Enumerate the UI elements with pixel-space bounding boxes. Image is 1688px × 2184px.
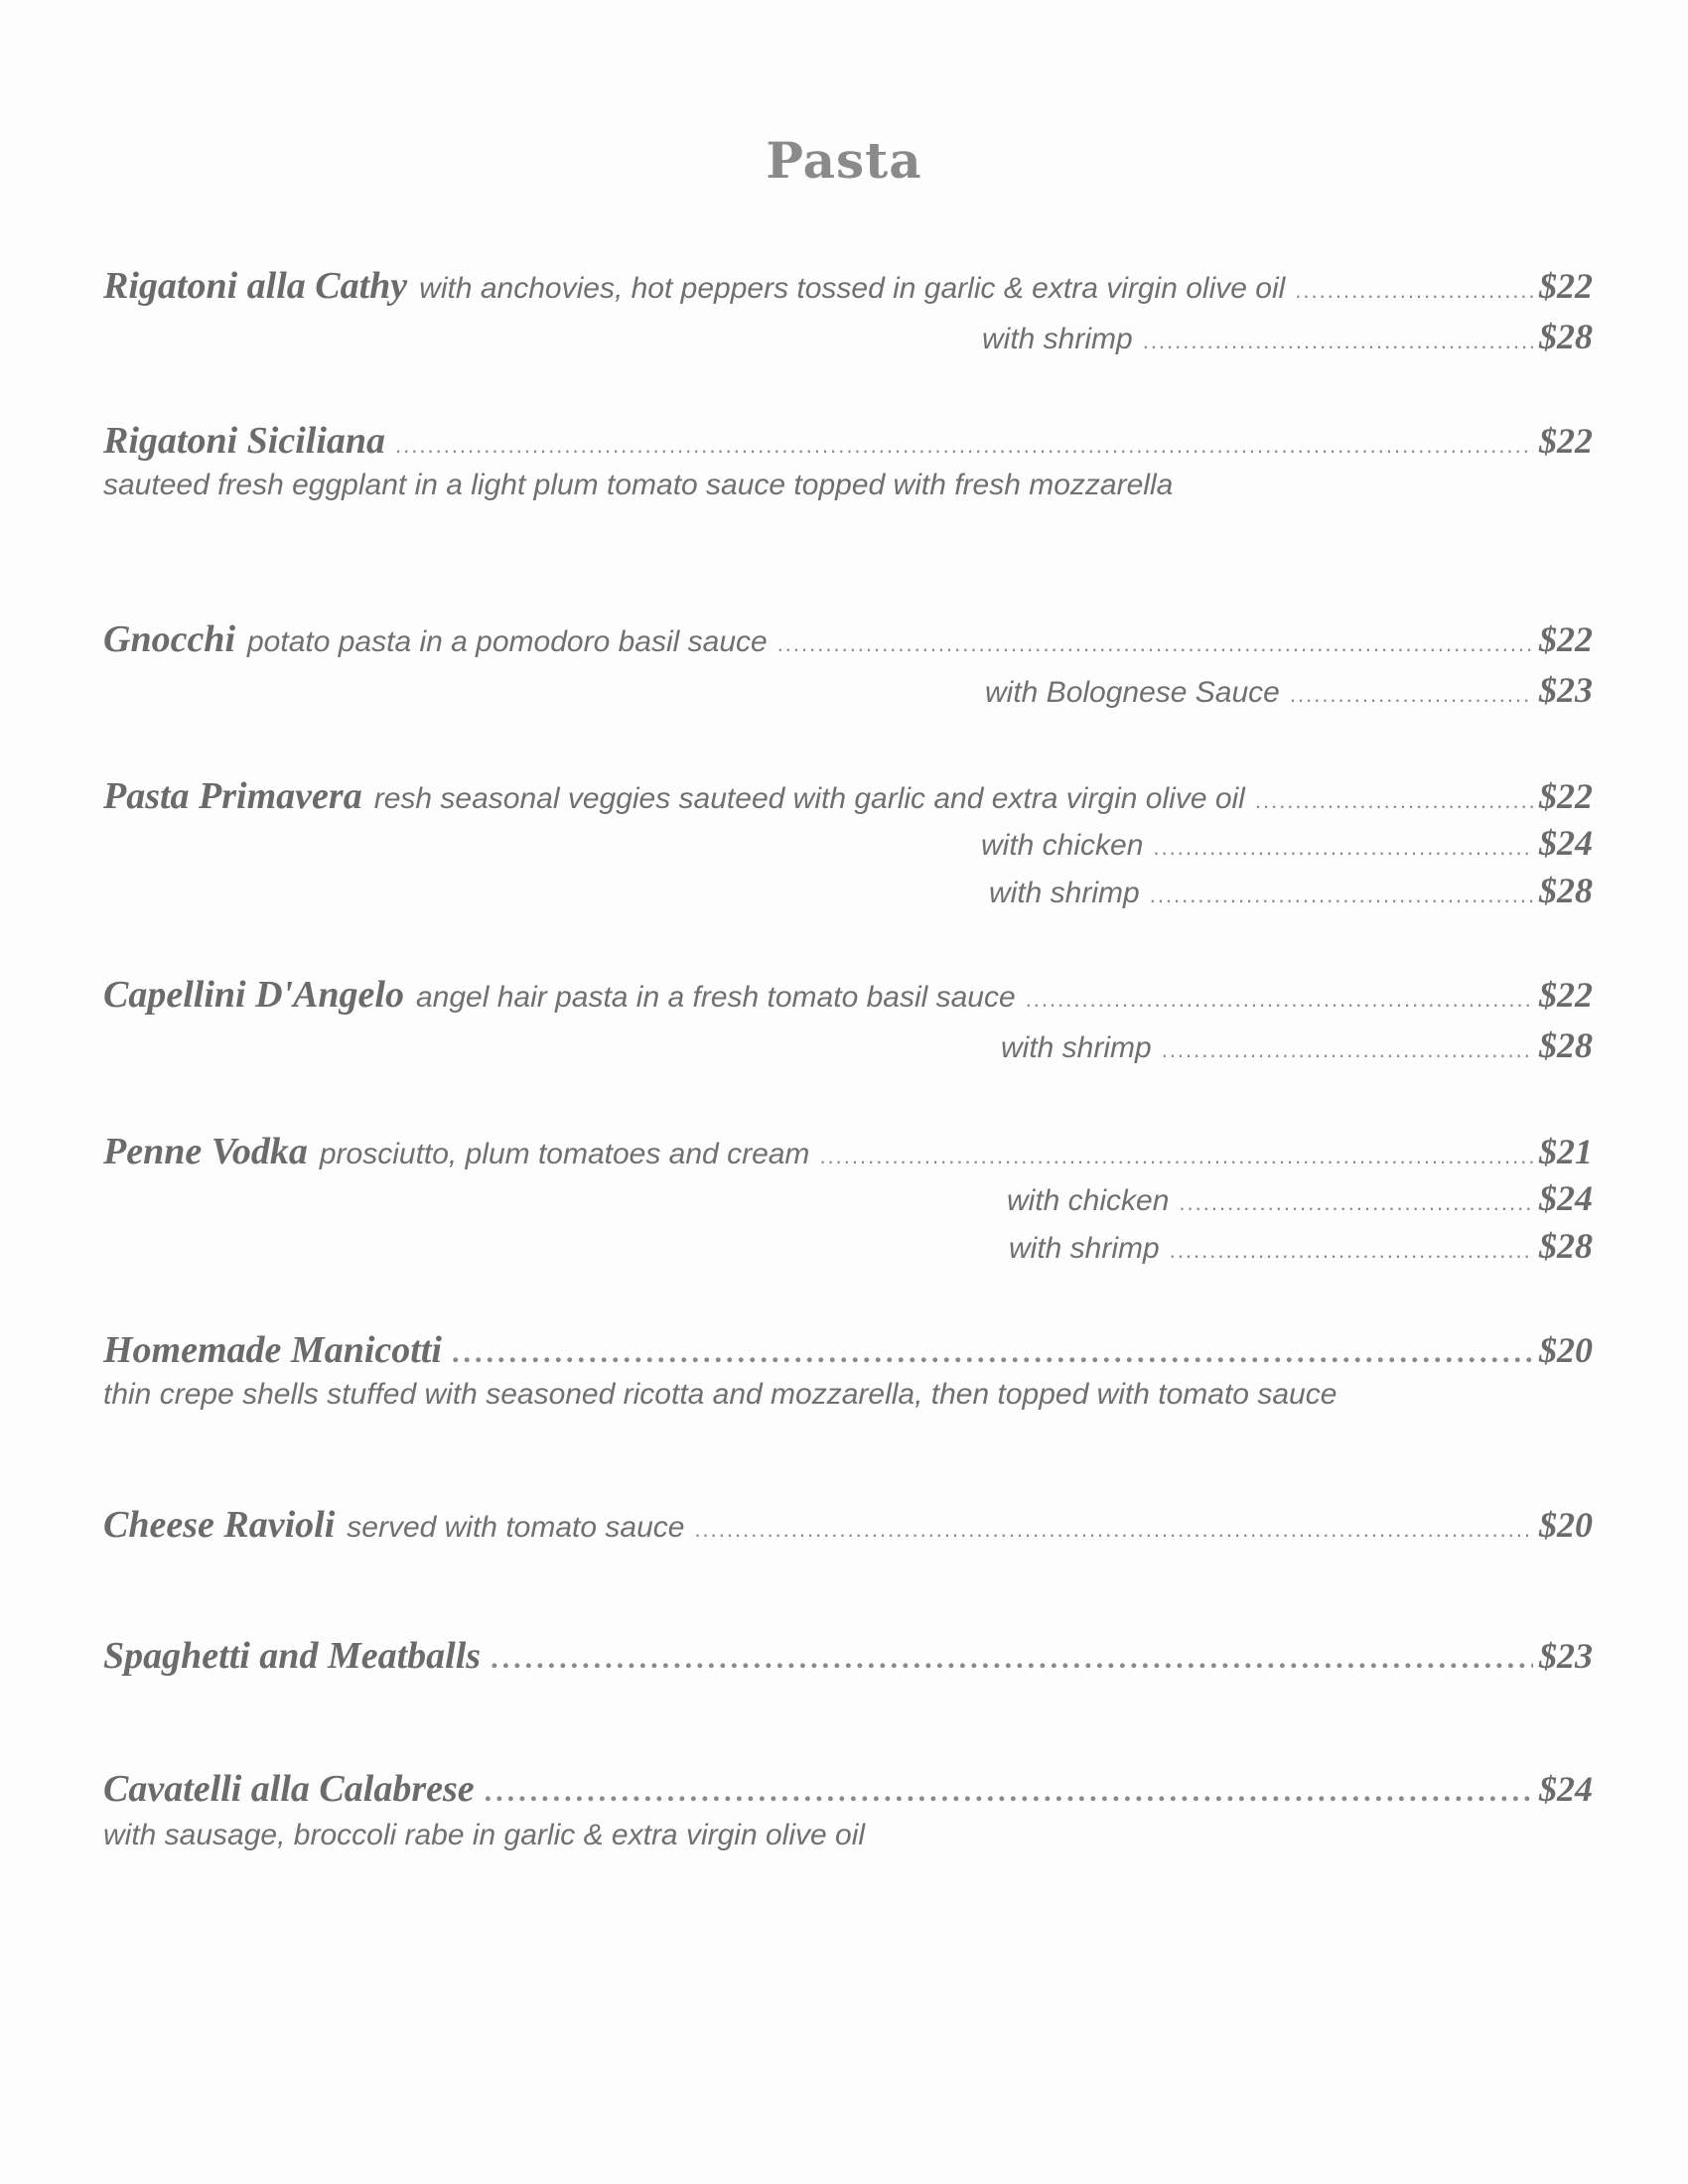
menu-item-cavatelli-alla-calabrese [103,1767,1593,1811]
dot-leader [395,433,1533,459]
menu-item-rigatoni-alla-cathy [103,264,1593,308]
variant-label: with shrimp [1001,1031,1152,1064]
item-name: Rigatoni alla Cathy [103,265,408,307]
item-description: potato pasta in a pomodoro basil sauce [247,625,768,658]
item-description: prosciutto, plum tomatoes and cream [319,1138,810,1170]
item-price: $21 [1539,1132,1593,1171]
item-price: $22 [1539,266,1593,306]
variant-label: with chicken [981,829,1144,862]
variant-price: $28 [1539,1226,1593,1266]
item-name: Cheese Ravioli [103,1504,336,1546]
menu-item-pasta-primavera [103,774,1593,818]
dot-leader [1255,788,1533,814]
menu-variant [1007,1177,1593,1219]
menu-item-homemade-manicotti [103,1328,1593,1372]
item-description-line [103,469,1173,502]
item-price: $22 [1539,619,1593,659]
variant-price: $24 [1539,1178,1593,1218]
dot-leader [777,631,1533,657]
variant-price: $28 [1539,317,1593,356]
dot-leader [819,1144,1533,1169]
item-price: $22 [1539,776,1593,816]
item-description: with anchovies, hot peppers tossed in garlic & extra virgin olive oil [419,272,1286,305]
dot-leader [694,1517,1533,1543]
variant-label: with Bolognese Sauce [985,676,1280,709]
dot-leader [1179,1190,1533,1216]
dot-leader [1290,682,1533,708]
menu-item-gnocchi [103,617,1593,661]
dot-leader [452,1336,1533,1370]
dot-leader [485,1775,1533,1809]
item-description: angel hair pasta in a fresh tomato basil sauce [415,981,1016,1014]
item-name: Capellini D'Angelo [103,974,404,1016]
item-price: $24 [1539,1769,1593,1809]
item-name: Cavatelli alla Calabrese [103,1768,475,1810]
item-name: Spaghetti and Meatballs [103,1635,482,1677]
item-description: sauteed fresh eggplant in a light plum tomato sauce topped with fresh mozzarella [103,469,1174,501]
menu-item-spaghetti-and-meatballs [103,1634,1593,1678]
menu-item-rigatoni-siciliana [103,419,1593,463]
item-name: Pasta Primavera [103,775,362,817]
item-description: with sausage, broccoli rabe in garlic & extra virgin olive oil [103,1819,866,1851]
item-price: $20 [1539,1330,1593,1370]
dot-leader [1295,278,1533,304]
item-name: Homemade Manicotti [103,1329,442,1371]
item-name: Penne Vodka [103,1131,308,1172]
variant-price: $28 [1539,1025,1593,1065]
menu-variant [1009,1225,1593,1267]
dot-leader [1170,1238,1533,1264]
item-price: $22 [1539,421,1593,461]
menu-variant [981,822,1593,864]
item-price: $22 [1539,975,1593,1015]
variant-label: with shrimp [982,323,1133,355]
item-description: served with tomato sauce [347,1511,685,1544]
menu-item-capellini-dangelo [103,973,1593,1017]
menu-variant [982,316,1593,357]
variant-label: with shrimp [989,877,1140,909]
dot-leader [1162,1037,1533,1063]
dot-leader [1153,835,1533,861]
item-description: resh seasonal veggies sauteed with garlic and extra virgin olive oil [373,782,1245,815]
menu-item-cheese-ravioli [103,1503,1593,1547]
item-name: Rigatoni Siciliana [103,420,386,462]
menu-variant [1001,1024,1593,1066]
item-description-line [103,1819,865,1852]
variant-label: with shrimp [1009,1232,1160,1265]
dot-leader [1026,987,1533,1013]
variant-label: with chicken [1007,1184,1170,1217]
variant-price: $23 [1539,670,1593,710]
menu-variant [989,870,1593,911]
dot-leader [1143,329,1533,354]
item-description: thin crepe shells stuffed with seasoned ricotta and mozzarella, then topped with tomato sauce [103,1378,1337,1411]
dot-leader [491,1642,1533,1676]
item-name: Gnocchi [103,618,235,660]
page-title: Pasta [766,131,922,190]
variant-price: $28 [1539,871,1593,910]
menu-item-penne-vodka [103,1130,1593,1173]
variant-price: $24 [1539,823,1593,863]
item-price: $23 [1539,1636,1593,1676]
dot-leader [1150,883,1533,908]
item-description-line [103,1378,1336,1412]
item-price: $20 [1539,1505,1593,1545]
menu-variant [985,669,1593,711]
